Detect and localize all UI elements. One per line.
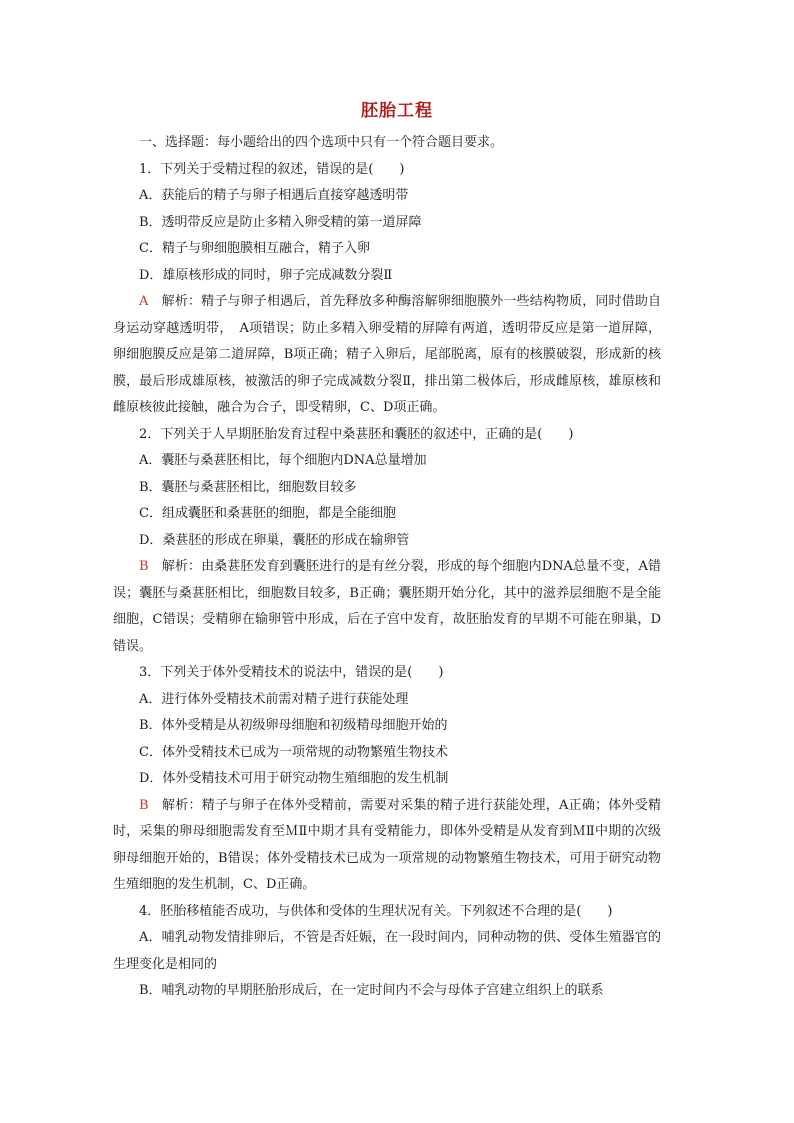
question-2-answer: B <box>139 559 149 574</box>
question-3-answer: B <box>139 797 149 813</box>
question-3-stem: 3．下列关于体外受精技术的说法中，错误的是( ) <box>139 665 444 680</box>
question-1-option-a: A．获能后的精子与卵子相遇后直接穿越透明带 <box>139 188 409 203</box>
question-2-option-c: C．组成囊胚和桑葚胚的细胞，都是全能细胞 <box>139 506 396 521</box>
question-3-explanation-text: 解析：精子与卵子在体外受精前，需要对采集的精子进行获能处理，A正确；体外受精时，采集的卵母细胞需发育至ＭⅡ中期才具有受精能力，即体外受精是从发育到ＭⅡ中期的次级卵母细胞开始的，B错误；体外受精技术已成为一项常规的动物繁殖生物技术，可用于研究动物生殖细胞的发生机制，C、D正确。 <box>113 797 661 892</box>
question-1-option-b: B．透明带反应是防止多精入卵受精的第一道屏障 <box>139 214 422 230</box>
question-3-option-c: C．体外受精技术已成为一项常规的动物繁殖生物技术 <box>139 744 448 760</box>
question-1-answer: A <box>139 294 149 309</box>
question-2-option-d: D．桑葚胚的形成在卵巢，囊胚的形成在输卵管 <box>139 532 410 548</box>
question-2-explanation <box>113 554 661 660</box>
document-body <box>113 130 661 1005</box>
question-4-option-a: A．哺乳动物发情排卵后，不管是否妊娠，在一段时间内，同种动物的供、受体生殖器官的生理变化是相同的 <box>113 930 661 972</box>
question-3-option-b: B．体外受精是从初级卵母细胞和初级精母细胞开始的 <box>139 718 448 733</box>
question-2-stem: 2．下列关于人早期胚胎发育过程中桑葚胚和囊胚的叙述中，正确的是( ) <box>139 426 574 442</box>
question-4-stem: 4．胚胎移植能否成功，与供体和受体的生理状况有关。下列叙述不合理的是( ) <box>139 903 613 919</box>
question-4-option-b: B．哺乳动物的早期胚胎形成后，在一定时间内不会与母体子宫建立组织上的联系 <box>139 983 604 998</box>
question-2-option-b: B．囊胚与桑葚胚相比，细胞数目较多 <box>139 479 357 495</box>
question-1-option-c: C．精子与卵细胞膜相互融合，精子入卵 <box>139 241 370 256</box>
section-heading: 一、选择题：每小题给出的四个选项中只有一个符合题目要求。 <box>139 135 504 150</box>
question-1-option-d: D．雄原核形成的同时，卵子完成减数分裂Ⅱ <box>139 267 393 283</box>
question-1-stem: 1．下列关于受精过程的叙述，错误的是( ) <box>139 161 405 177</box>
question-3-option-a: A．进行体外受精技术前需对精子进行获能处理 <box>139 691 409 707</box>
question-2-explanation-text: 解析：由桑葚胚发育到囊胚进行的是有丝分裂，形成的每个细胞内DNA总量不变，A错误；囊胚与桑葚胚相比，细胞数目较多，B正确；囊胚期开始分化，其中的滋养层细胞不是全能细胞，C错误；受精卵在输卵管中形成，后在子宫中发育，故胚胎发育的早期不可能在卵巢，D错误。 <box>113 559 661 654</box>
document-title: 胚胎工程 <box>361 101 433 121</box>
question-1-explanation <box>113 289 661 422</box>
question-1-explanation-text: 解析：精子与卵子相遇后，首先释放多种酶溶解卵细胞膜外一些结构物质，同时借助自身运动穿越透明带， A项错误；防止多精入卵受精的屏障有两道，透明带反应是第一道屏障，卵细胞膜反应是第二道屏障，B项正确；精子入卵后，尾部脱离，原有的核膜破裂，形成新的核膜，最后形成雄原核，被激活的卵子完成减数分裂Ⅱ，排出第二极体后，形成雌原核，雄原核和雌原核彼此接触，融合为合子，即受精卵，C、D项正确。 <box>113 294 661 415</box>
question-3-explanation <box>113 793 661 899</box>
question-3-option-d: D．体外受精技术可用于研究动物生殖细胞的发生机制 <box>139 771 449 786</box>
question-2-option-a: A．囊胚与桑葚胚相比，每个细胞内DNA总量增加 <box>139 453 427 468</box>
